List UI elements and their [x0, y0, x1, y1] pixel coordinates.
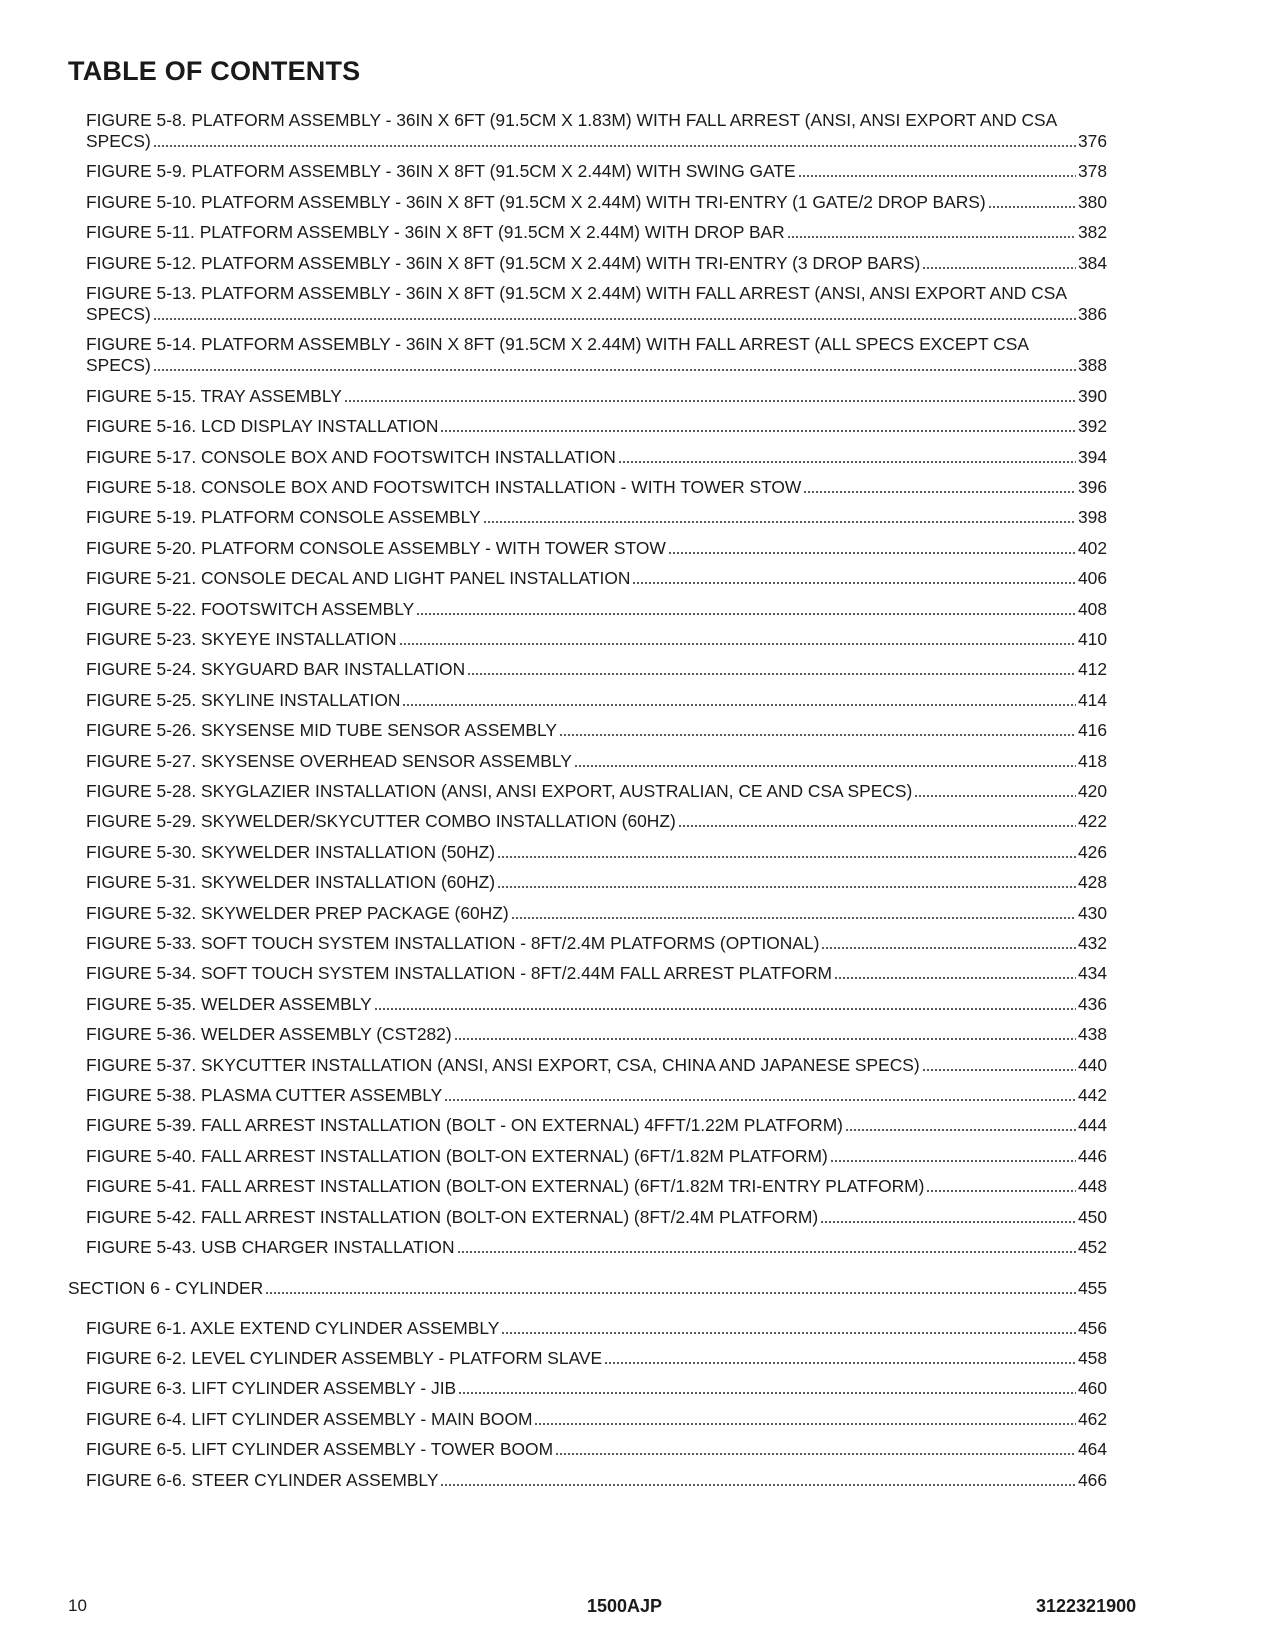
footer-page-number: 10 — [68, 1596, 87, 1615]
toc-entry-title: FIGURE 5-16. LCD DISPLAY INSTALLATION — [86, 416, 439, 437]
toc-page-number: 432 — [1077, 933, 1107, 953]
toc-page-number: 442 — [1077, 1085, 1107, 1105]
dot-leader — [497, 881, 1076, 889]
toc-page-number: 384 — [1077, 252, 1107, 273]
toc-page-number: 382 — [1077, 222, 1107, 243]
toc-figure-entry[interactable] — [86, 568, 1107, 589]
toc-entry-title: FIGURE 5-20. PLATFORM CONSOLE ASSEMBLY - WITH TOWER STOW — [86, 537, 666, 558]
toc-figure-entry[interactable] — [86, 781, 1107, 802]
toc-figure-entry[interactable] — [86, 1115, 1107, 1136]
toc-entry-title: FIGURE 5-34. SOFT TOUCH SYSTEM INSTALLATION - 8FT/2.44M FALL ARREST PLATFORM — [86, 963, 833, 984]
toc-entry-title: FIGURE 6-4. LIFT CYLINDER ASSEMBLY - MAIN BOOM — [86, 1408, 533, 1429]
footer-doc-number: 3122321900 — [1036, 1596, 1137, 1616]
toc-page-number: 398 — [1077, 507, 1107, 528]
dot-leader — [454, 1033, 1076, 1041]
dot-leader — [604, 1357, 1076, 1365]
dot-leader — [821, 942, 1076, 950]
toc-entry-title: FIGURE 5-35. WELDER ASSEMBLY — [86, 993, 372, 1014]
toc-entry-title: FIGURE 5-21. CONSOLE DECAL AND LIGHT PANEL INSTALLATION — [86, 568, 631, 589]
toc-page-number: 462 — [1077, 1408, 1107, 1429]
toc-figure-entry[interactable] — [86, 1024, 1107, 1045]
dot-leader — [467, 668, 1076, 676]
dot-leader — [483, 516, 1076, 524]
toc-page-number: 456 — [1077, 1317, 1107, 1338]
toc-entry-title: FIGURE 5-41. FALL ARREST INSTALLATION (BOLT-ON EXTERNAL) (6FT/1.82M TRI-ENTRY PLATFORM) — [86, 1176, 925, 1197]
toc-page-number: 466 — [1077, 1469, 1107, 1490]
toc-page-number: 452 — [1077, 1237, 1107, 1257]
toc-entry-title: FIGURE 5-36. WELDER ASSEMBLY (CST282) — [86, 1024, 452, 1045]
toc-page-number: 458 — [1077, 1347, 1107, 1368]
toc-entry-title: FIGURE 5-42. FALL ARREST INSTALLATION (BOLT-ON EXTERNAL) (8FT/2.4M PLATFORM) — [86, 1206, 819, 1227]
toc-figure-entry[interactable] — [86, 963, 1107, 984]
toc-figure-entry[interactable] — [86, 538, 1107, 559]
toc-figure-entry[interactable] — [86, 751, 1107, 772]
toc-figure-entry[interactable] — [86, 1439, 1107, 1460]
toc-figure-entry[interactable] — [86, 720, 1107, 741]
toc-entry-title: FIGURE 5-26. SKYSENSE MID TUBE SENSOR ASSEMBLY — [86, 720, 557, 741]
dot-leader — [497, 851, 1076, 859]
toc-figure-entry[interactable] — [86, 1207, 1107, 1228]
toc-entry-title: FIGURE 5-9. PLATFORM ASSEMBLY - 36IN X 8FT (91.5CM X 2.44M) WITH SWING GATE — [86, 161, 796, 182]
toc-entry-title: FIGURE 5-22. FOOTSWITCH ASSEMBLY — [86, 598, 415, 619]
toc-entry-title: FIGURE 5-8. PLATFORM ASSEMBLY - 36IN X 6FT (91.5CM X 1.83M) WITH FALL ARREST (ANSI, ANSI EXPORT AND CSA — [86, 110, 1058, 130]
dot-leader — [153, 313, 1076, 321]
toc-figure-entry[interactable] — [86, 659, 1107, 680]
toc-figure-entry[interactable] — [86, 1318, 1107, 1339]
toc-entry-title: FIGURE 5-23. SKYEYE INSTALLATION — [86, 629, 397, 649]
toc-entry-title: FIGURE 5-18. CONSOLE BOX AND FOOTSWITCH INSTALLATION - WITH TOWER STOW — [86, 477, 802, 497]
toc-page-number: 406 — [1077, 568, 1107, 589]
toc-figure-entry[interactable] — [86, 994, 1107, 1015]
dot-leader — [153, 364, 1076, 372]
dot-leader — [416, 608, 1076, 616]
toc-figure-entry[interactable] — [86, 872, 1107, 893]
dot-leader — [440, 1479, 1076, 1487]
toc-entry-title: FIGURE 5-17. CONSOLE BOX AND FOOTSWITCH INSTALLATION — [86, 446, 616, 467]
toc-entry-title: FIGURE 5-15. TRAY ASSEMBLY — [86, 385, 342, 406]
dot-leader — [632, 577, 1076, 585]
toc-page-number: 376 — [1077, 131, 1107, 151]
toc-entry-title: FIGURE 5-40. FALL ARREST INSTALLATION (BOLT-ON EXTERNAL) (6FT/1.82M PLATFORM) — [86, 1145, 828, 1166]
dot-leader — [787, 231, 1076, 239]
dot-leader — [820, 1216, 1076, 1224]
toc-page-number: 412 — [1077, 659, 1107, 680]
toc-page-number: 426 — [1077, 841, 1107, 862]
toc-figure-entry[interactable] — [86, 629, 1107, 650]
toc-figure-entry[interactable] — [86, 222, 1107, 243]
toc-entry-title: FIGURE 5-24. SKYGUARD BAR INSTALLATION — [86, 659, 466, 680]
toc-entry-title: FIGURE 5-29. SKYWELDER/SKYCUTTER COMBO INSTALLATION (60HZ) — [86, 811, 676, 832]
toc-figure-entry[interactable] — [86, 447, 1107, 468]
dot-leader — [803, 486, 1076, 494]
toc-page-number: 436 — [1077, 993, 1107, 1014]
dot-leader — [845, 1124, 1076, 1132]
toc-figure-entry[interactable] — [86, 690, 1107, 711]
dot-leader — [922, 1064, 1076, 1072]
toc-page-number: 410 — [1077, 629, 1107, 649]
dot-leader — [618, 456, 1076, 464]
toc-page-number: 390 — [1077, 385, 1107, 406]
toc-figure-entry[interactable] — [86, 334, 1107, 376]
toc-entry-title: FIGURE 5-25. SKYLINE INSTALLATION — [86, 689, 401, 710]
dot-leader — [668, 547, 1076, 555]
toc-figure-entry[interactable] — [86, 811, 1107, 832]
dot-leader — [834, 972, 1076, 980]
toc-page-number: 430 — [1077, 902, 1107, 923]
toc-entry-title: FIGURE 5-37. SKYCUTTER INSTALLATION (ANSI, ANSI EXPORT, CSA, CHINA AND JAPANESE SPECS) — [86, 1054, 920, 1075]
toc-entry-title: FIGURE 5-33. SOFT TOUCH SYSTEM INSTALLATION - 8FT/2.4M PLATFORMS (OPTIONAL) — [86, 933, 820, 953]
toc-figure-entry[interactable] — [86, 1085, 1107, 1106]
dot-leader — [534, 1418, 1076, 1426]
toc-page-number: 420 — [1077, 781, 1107, 801]
dot-leader — [457, 1246, 1076, 1254]
toc-entry-title: SECTION 6 - CYLINDER — [68, 1277, 264, 1298]
dot-leader — [344, 395, 1076, 403]
dot-leader — [511, 912, 1076, 920]
toc-figure-entry[interactable] — [86, 161, 1107, 182]
toc-page-number: 444 — [1077, 1115, 1107, 1136]
dot-leader — [153, 140, 1076, 148]
toc-page-number: 378 — [1077, 161, 1107, 182]
toc-entry-title: SPECS) — [86, 131, 151, 151]
footer-model: 1500AJP — [587, 1596, 663, 1616]
toc-entry-title: FIGURE 5-19. PLATFORM CONSOLE ASSEMBLY — [86, 507, 481, 528]
toc-entry-title: FIGURE 5-12. PLATFORM ASSEMBLY - 36IN X 8FT (91.5CM X 2.44M) WITH TRI-ENTRY (3 DROP BARS) — [86, 252, 921, 273]
toc-figure-entry[interactable] — [86, 477, 1107, 498]
toc-entry-title: FIGURE 5-38. PLASMA CUTTER ASSEMBLY — [86, 1085, 443, 1105]
dot-leader — [265, 1287, 1076, 1295]
toc-entry-title: FIGURE 5-14. PLATFORM ASSEMBLY - 36IN X 8FT (91.5CM X 2.44M) WITH FALL ARREST (ALL SPECS EXCEPT CSA — [86, 334, 1029, 355]
toc-figure-entry[interactable] — [86, 283, 1107, 325]
toc-figure-entry[interactable] — [86, 903, 1107, 924]
toc-page-number: 448 — [1077, 1176, 1107, 1197]
dot-leader — [444, 1094, 1076, 1102]
toc-page-number: 414 — [1077, 689, 1107, 710]
toc-page-number: 394 — [1077, 446, 1107, 467]
toc-entry-title: FIGURE 5-31. SKYWELDER INSTALLATION (60HZ) — [86, 872, 496, 893]
toc-page-number: 396 — [1077, 477, 1107, 497]
dot-leader — [374, 1003, 1076, 1011]
dot-leader — [402, 699, 1076, 707]
toc-entry-title: FIGURE 5-28. SKYGLAZIER INSTALLATION (ANSI, ANSI EXPORT, AUSTRALIAN, CE AND CSA SPECS) — [86, 781, 913, 801]
toc-figure-entry[interactable] — [86, 933, 1107, 954]
toc-figure-entry[interactable] — [86, 599, 1107, 620]
dot-leader — [988, 201, 1076, 209]
toc-figure-entry[interactable] — [86, 1409, 1107, 1430]
dot-leader — [458, 1387, 1076, 1395]
toc-entry-title: FIGURE 6-1. AXLE EXTEND CYLINDER ASSEMBLY — [86, 1317, 500, 1338]
toc-page-number: 392 — [1077, 416, 1107, 437]
dot-leader — [574, 760, 1076, 768]
dot-leader — [555, 1448, 1076, 1456]
toc-page-number: 402 — [1077, 537, 1107, 558]
toc-page-number: 428 — [1077, 872, 1107, 893]
toc-page-number: 450 — [1077, 1206, 1107, 1227]
dot-leader — [830, 1155, 1076, 1163]
toc-page-number: 464 — [1077, 1439, 1107, 1460]
dot-leader — [399, 638, 1076, 646]
toc-page-number: 418 — [1077, 750, 1107, 771]
toc-figure-entry[interactable] — [86, 192, 1107, 213]
toc-figure-entry[interactable] — [86, 842, 1107, 863]
toc-entry-title: FIGURE 6-3. LIFT CYLINDER ASSEMBLY - JIB — [86, 1378, 457, 1399]
toc-figure-entry[interactable] — [86, 1470, 1107, 1491]
toc-figure-entry[interactable] — [86, 416, 1107, 437]
toc-figure-entry[interactable] — [86, 1176, 1107, 1197]
dot-leader — [678, 820, 1076, 828]
toc-figure-entry[interactable] — [86, 1146, 1107, 1167]
dot-leader — [440, 425, 1076, 433]
toc-figure-entry[interactable] — [86, 1378, 1107, 1399]
toc-entry-title: SPECS) — [86, 355, 151, 376]
toc-page-number: 434 — [1077, 963, 1107, 984]
toc-entry-title: FIGURE 5-10. PLATFORM ASSEMBLY - 36IN X 8FT (91.5CM X 2.44M) WITH TRI-ENTRY (1 GATE/2 DROP BARS) — [86, 191, 986, 212]
toc-figure-entry[interactable] — [86, 253, 1107, 274]
toc-section-entry[interactable] — [68, 1278, 1107, 1299]
toc-figure-entry[interactable] — [86, 507, 1107, 528]
toc-page-number: 438 — [1077, 1024, 1107, 1045]
toc-entry-title: FIGURE 5-39. FALL ARREST INSTALLATION (BOLT - ON EXTERNAL) 4FFT/1.22M PLATFORM) — [86, 1115, 843, 1136]
toc-figure-entry[interactable] — [86, 1055, 1107, 1076]
toc-entry-title: FIGURE 5-43. USB CHARGER INSTALLATION — [86, 1237, 455, 1257]
toc-page-number: 440 — [1077, 1054, 1107, 1075]
toc-page-number: 455 — [1077, 1277, 1107, 1298]
toc-entry-title: FIGURE 5-27. SKYSENSE OVERHEAD SENSOR ASSEMBLY — [86, 750, 572, 771]
toc-page-number: 386 — [1077, 304, 1107, 324]
toc-entry-title: FIGURE 5-11. PLATFORM ASSEMBLY - 36IN X 8FT (91.5CM X 2.44M) WITH DROP BAR — [86, 222, 785, 243]
toc-page-number: 416 — [1077, 720, 1107, 741]
dot-leader — [798, 170, 1076, 178]
toc-entry-title: FIGURE 6-6. STEER CYLINDER ASSEMBLY — [86, 1469, 439, 1490]
dot-leader — [559, 729, 1076, 737]
dot-leader — [926, 1185, 1076, 1193]
toc-entry-title: FIGURE 5-13. PLATFORM ASSEMBLY - 36IN X 8FT (91.5CM X 2.44M) WITH FALL ARREST (ANSI, ANSI EXPORT AND CSA — [86, 283, 1067, 303]
dot-leader — [501, 1327, 1076, 1335]
toc-page-number: 446 — [1077, 1145, 1107, 1166]
toc-page-number: 388 — [1077, 355, 1107, 376]
toc-figure-entry[interactable] — [86, 1348, 1107, 1369]
toc-entry-title: FIGURE 5-32. SKYWELDER PREP PACKAGE (60HZ) — [86, 902, 509, 923]
dot-leader — [922, 262, 1076, 270]
toc-entry-title: FIGURE 6-2. LEVEL CYLINDER ASSEMBLY - PLATFORM SLAVE — [86, 1347, 603, 1368]
toc-page-number: 380 — [1077, 191, 1107, 212]
toc-page-number: 460 — [1077, 1378, 1107, 1399]
toc-figure-entry[interactable] — [86, 110, 1107, 152]
page-title: TABLE OF CONTENTS — [68, 56, 361, 86]
toc-entry-title: FIGURE 5-30. SKYWELDER INSTALLATION (50HZ) — [86, 841, 496, 862]
toc-page-number: 422 — [1077, 811, 1107, 832]
toc-figure-entry[interactable] — [86, 1237, 1107, 1258]
toc-page-number: 408 — [1077, 598, 1107, 619]
toc-entry-title: SPECS) — [86, 304, 151, 324]
toc-entry-title: FIGURE 6-5. LIFT CYLINDER ASSEMBLY - TOWER BOOM — [86, 1439, 554, 1460]
toc-figure-entry[interactable] — [86, 386, 1107, 407]
dot-leader — [914, 790, 1076, 798]
